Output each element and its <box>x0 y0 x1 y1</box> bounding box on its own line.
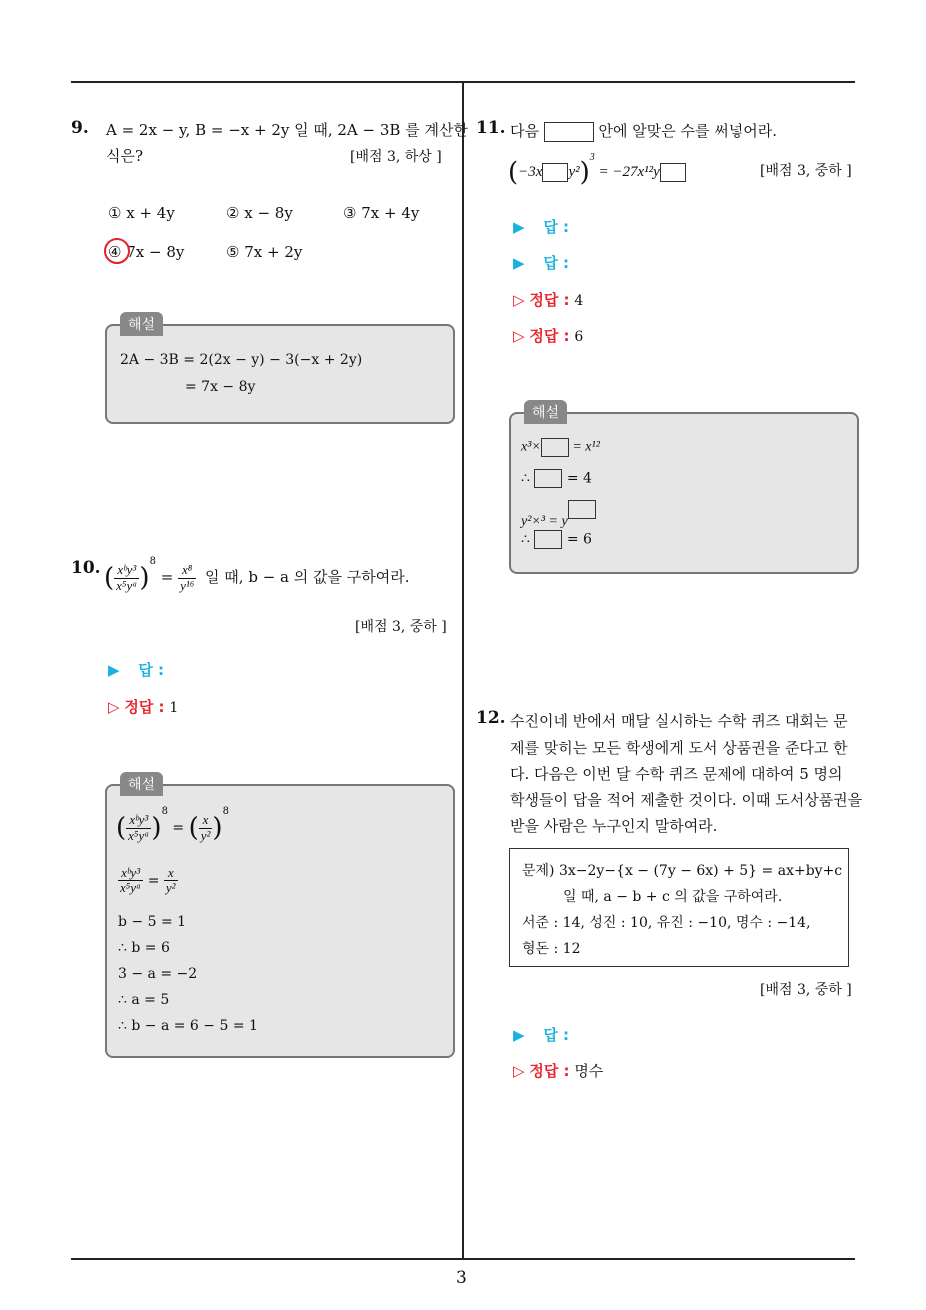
q11-correct-row-2 <box>513 325 583 346</box>
q11-score: [배점 3, 중하 ] <box>760 163 852 179</box>
play-icon: ▶ <box>513 254 525 272</box>
q11-correct-row-1 <box>513 289 583 310</box>
q10-sol-l1-num: xᵇy³ <box>126 813 151 828</box>
q12-box-line3: 서준 : 14, 성진 : 10, 유진 : −10, 명수 : −14, <box>522 915 811 931</box>
q11-stem-post: 안에 알맞은 수를 써넣어라. <box>598 122 778 140</box>
outline-play-icon: ▷ <box>513 327 525 345</box>
q11-solution-line3 <box>521 500 596 530</box>
q12-stem-line1: 수진이네 반에서 매달 실시하는 수학 퀴즈 대회는 문 <box>510 712 848 730</box>
q11-solution-tab: 해설 <box>524 400 567 424</box>
q12-stem-line3: 다. 다음은 이번 달 수학 퀴즈 문제에 대하여 5 명의 <box>510 765 843 783</box>
q11-stem-blank <box>544 122 594 142</box>
q9-solution-box <box>105 324 455 424</box>
q9-solution-line1: 2A − 3B = 2(2x − y) − 3(−x + 2y) <box>120 352 363 368</box>
q10-solution-line1: ( $\frac{\text{xᵇy³}}{\text{x⁵yᵃ}}$ )$^8$ = ( $\frac{x}{\text{y²}}$ )$^8$ <box>116 806 229 843</box>
outline-play-icon: ▷ <box>108 698 120 716</box>
q9-stem-line1: A = 2x − y, B = −x + 2y 일 때, 2A − 3B 를 계산한 <box>106 121 468 139</box>
q11-sol-l1-post: = x¹² <box>572 439 600 455</box>
q10-solution-line6: ∴ a = 5 <box>118 992 170 1008</box>
q12-correct-label: 정답 : <box>529 1062 570 1080</box>
q10-tail: 일 때, b − a 의 값을 구하여라. <box>205 568 410 586</box>
q11-sol-blank2 <box>534 469 562 488</box>
q10-lhs-num: xᵇy³ <box>114 563 139 578</box>
q10-sol-l2-den: x⁵yᵃ <box>120 880 142 896</box>
q10-sol-l1-rhs-power: 8 <box>222 806 229 817</box>
q11-sol-l4-post: = 6 <box>566 531 592 548</box>
q10-solution-line2: $\frac{\text{xᵇy³}}{\text{x⁵yᵃ}}$ = $\frac{x}{\text{y²}}$ <box>120 865 176 896</box>
q11-eq-mid: y² <box>568 164 580 180</box>
q11-correct-value-2: 6 <box>574 329 584 345</box>
q12-answer-row[interactable] <box>513 1024 569 1045</box>
q11-equation: (−3x y²)$^3$ = −27x¹²y <box>508 152 686 188</box>
q11-correct-value-1: 4 <box>574 293 584 309</box>
outline-play-icon: ▷ <box>513 291 525 309</box>
q10-sol-l1-power: 8 <box>161 806 168 817</box>
q12-box-line4: 형돈 : 12 <box>522 941 581 957</box>
column-divider <box>462 82 464 1259</box>
q9-option-4[interactable]: ④ 7x − 8y <box>108 243 185 261</box>
q12-stem-line2: 제를 맞히는 모든 학생에게 도서 상품권을 준다고 한 <box>510 739 848 757</box>
q10-score: [배점 3, 중하 ] <box>355 619 447 635</box>
q12-correct-row <box>513 1060 603 1081</box>
play-icon: ▶ <box>513 218 525 236</box>
q12-correct-value: 명수 <box>574 1062 604 1080</box>
q12-score: [배점 3, 중하 ] <box>760 982 852 998</box>
q10-solution-line4: ∴ b = 6 <box>118 940 170 956</box>
q11-solution-line4 <box>521 530 592 549</box>
q9-number: 9. <box>71 118 89 138</box>
play-icon: ▶ <box>108 661 120 679</box>
q9-option-2[interactable]: ② x − 8y <box>226 204 293 222</box>
q9-option-3[interactable]: ③ 7x + 4y <box>343 204 420 222</box>
q10-sol-l2-rhs-den: y² <box>165 880 176 896</box>
q10-solution-line5: 3 − a = −2 <box>118 966 198 982</box>
q10-solution-line3: b − 5 = 1 <box>118 914 187 930</box>
q10-answer-row[interactable] <box>108 659 164 680</box>
q10-sol-l1-rhs-num: x <box>199 813 213 828</box>
q10-stem: ( $\frac{\text{xᵇy³}}{\text{x⁵yᵃ}}$ )$^8$ = $\frac{\text{x⁸}}{\text{y¹⁶}}$ 일 때, b − a 의 값을 구하여라. <box>104 556 410 593</box>
q10-rhs-den: y¹⁶ <box>180 577 195 593</box>
q11-sol-blank4 <box>534 530 562 549</box>
q11-solution-line2 <box>521 469 592 488</box>
q11-sol-blank1 <box>541 438 569 457</box>
q11-answer-label-1: 답 : <box>543 218 570 236</box>
q10-sol-l2-rhs-num: x <box>164 866 178 881</box>
q12-stem-line4: 학생들이 답을 적어 제출한 것이다. 이때 도서상품권을 <box>510 791 863 809</box>
q12-stem-line5: 받을 사람은 누구인지 말하여라. <box>510 817 718 835</box>
q9-selected-circle-icon <box>104 238 130 264</box>
q11-stem <box>510 120 777 142</box>
q11-solution-box <box>509 412 859 574</box>
bottom-rule <box>71 1258 855 1260</box>
q11-answer-row-1[interactable] <box>513 216 569 237</box>
q11-correct-label-1: 정답 : <box>529 291 570 309</box>
q9-stem-line2: 식은? <box>106 147 144 165</box>
play-icon: ▶ <box>513 1026 525 1044</box>
q10-number: 10. <box>71 558 101 578</box>
q10-correct-label: 정답 : <box>124 698 165 716</box>
q9-option-5[interactable]: ⑤ 7x + 2y <box>226 243 303 261</box>
q11-sol-l4-pre: ∴ <box>521 531 530 548</box>
q12-box-line2: 일 때, a − b + c 의 값을 구하여라. <box>563 889 783 905</box>
q11-solution-line1 <box>521 438 600 457</box>
q11-sol-l1-pre: x³× <box>521 439 541 455</box>
q11-answer-label-2: 답 : <box>543 254 570 272</box>
q10-lhs-den: x⁵yᵃ <box>116 577 138 593</box>
q10-solution-tab: 해설 <box>120 772 163 796</box>
q11-sol-l2-post: = 4 <box>566 470 592 487</box>
q10-answer-label: 답 : <box>138 661 165 679</box>
q12-answer-label: 답 : <box>543 1026 570 1044</box>
q11-stem-pre: 다음 <box>510 122 539 140</box>
q11-sol-l2-pre: ∴ <box>521 470 530 487</box>
q12-box-line1: 문제) 3x−2y−{x − (7y − 6x) + 5} = ax+by+c <box>522 863 843 879</box>
q10-rhs-num: x⁸ <box>178 563 196 578</box>
q11-number: 11. <box>476 118 506 138</box>
page-number: 3 <box>456 1268 467 1288</box>
q11-sol-blank3 <box>568 500 596 519</box>
q11-eq-power: 3 <box>589 152 595 163</box>
q9-score: [배점 3, 하상 ] <box>350 149 442 165</box>
q9-solution-line2: = 7x − 8y <box>185 379 256 395</box>
q11-eq-left: −3x <box>518 164 543 180</box>
q10-correct-value: 1 <box>169 700 179 716</box>
q11-sol-l3-pre: y²×³ = y <box>521 514 568 529</box>
q11-answer-row-2[interactable] <box>513 252 569 273</box>
q10-eq: = <box>160 568 174 586</box>
q10-power: 8 <box>149 556 156 567</box>
q12-number: 12. <box>476 708 506 728</box>
q10-sol-l1-rhs-den: y² <box>200 827 211 843</box>
q10-sol-l1-den: x⁵yᵃ <box>128 827 150 843</box>
q11-eq-right: = −27x¹²y <box>598 164 660 180</box>
q10-correct-row <box>108 696 178 717</box>
q9-option-1[interactable]: ① x + 4y <box>108 204 175 222</box>
q10-solution-line7: ∴ b − a = 6 − 5 = 1 <box>118 1018 258 1034</box>
q11-eq-blank1[interactable] <box>542 163 568 182</box>
q10-sol-l2-num: xᵇy³ <box>118 866 143 881</box>
q11-eq-blank2[interactable] <box>660 163 686 182</box>
outline-play-icon: ▷ <box>513 1062 525 1080</box>
q9-solution-tab: 해설 <box>120 312 163 336</box>
q11-correct-label-2: 정답 : <box>529 327 570 345</box>
